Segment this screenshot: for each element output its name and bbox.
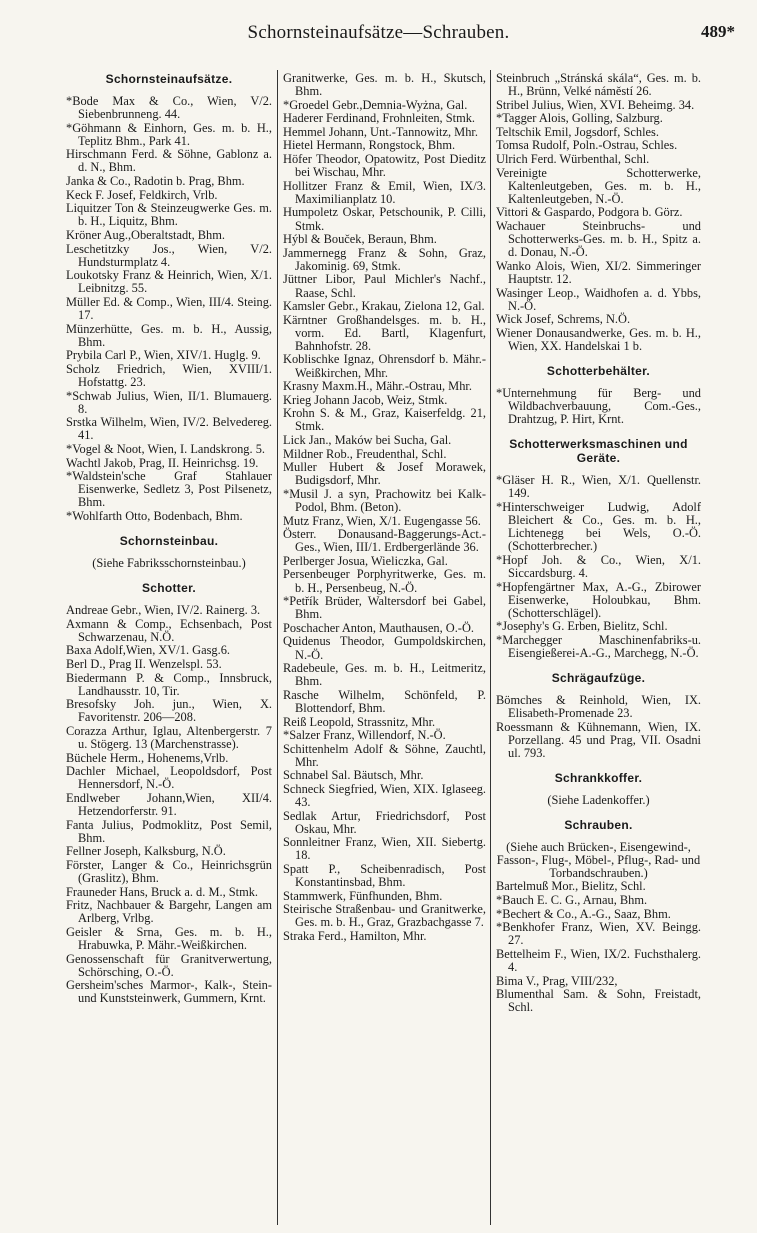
directory-entry: *Waldstein'sche Graf Stahlauer Eisenwerke, Sedletz 3, Post Pilsenetz, Bhm.	[66, 469, 272, 510]
directory-entry: Quidenus Theodor, Gumpoldskirchen, N.-Ö.	[283, 634, 486, 662]
directory-entry: Koblischke Ignaz, Ohrensdorf b. Mähr.-Weißkirchen, Mhr.	[283, 352, 486, 380]
cross-reference-note: (Siehe Fabriksschornsteinbau.)	[92, 556, 246, 570]
section-heading: Schotterbehälter.	[546, 363, 651, 378]
directory-entry: Blumenthal Sam. & Sohn, Freistadt, Schl.	[496, 987, 701, 1015]
directory-entry: Corazza Arthur, Iglau, Altenbergerstr. 7 u. Stögerg. 13 (Marchenstrasse).	[66, 723, 272, 752]
directory-entry: Wachtl Jakob, Prag, II. Heinrichsg. 19.	[66, 455, 259, 470]
directory-entry: Gersheim'sches Marmor-, Kalk-, Stein- und Kunststeinwerk, Gummern, Krnt.	[66, 978, 272, 1006]
directory-entry: *Bauch E. C. G., Arnau, Bhm.	[496, 893, 648, 907]
directory-entry: Genossenschaft für Granitverwertung, Schörsching, O.-Ö.	[66, 951, 272, 979]
directory-entry: *Vogel & Noot, Wien, I. Landskrong. 5.	[66, 441, 265, 456]
directory-entry: *Groedel Gebr.,Demnia-Wyżna, Gal.	[283, 97, 468, 112]
directory-entry: Loukotsky Franz & Heinrich, Wien, X/1. Leibnitzg. 55.	[66, 268, 272, 296]
directory-entry: Keck F. Josef, Feldkirch, Vrlb.	[66, 187, 218, 202]
directory-entry: Schneck Siegfried, Wien, XIX. Iglaseeg. 43.	[283, 781, 486, 810]
directory-entry: Radebeule, Ges. m. b. H., Leitmeritz, Bhm.	[283, 661, 486, 689]
directory-entry: Dachler Michael, Leopoldsdorf, Post Hennersdorf, N.-Ö.	[66, 764, 272, 792]
directory-entry: Leschetitzky Jos., Wien, V/2. Hundsturmplatz 4.	[66, 241, 272, 269]
directory-entry: Straka Ferd., Hamilton, Mhr.	[283, 929, 427, 943]
directory-entry: Krasny Maxm.H., Mähr.-Ostrau, Mhr.	[283, 379, 472, 394]
directory-entry: Biedermann P. & Comp., Innsbruck, Landhausstr. 10, Tir.	[66, 670, 272, 698]
page-number: 489*	[701, 22, 735, 41]
directory-entry: *Hopfengärtner Max, A.-G., Zbirower Eisenwerke, Holoubkau, Bhm. (Schotterschlägel).	[496, 579, 701, 620]
directory-entry: Münzerhütte, Ges. m. b. H., Aussig, Bhm.	[66, 321, 272, 349]
directory-entry: Hirschmann Ferd. & Söhne, Gablonz a. d. N., Bhm.	[66, 147, 272, 175]
directory-entry: Scholz Friedrich, Wien, XVIII/1. Hofstattg. 23.	[66, 361, 272, 389]
directory-entry: Rasche Wilhelm, Schönfeld, P. Blottendorf, Bhm.	[283, 687, 486, 715]
directory-entry: Humpoletz Oskar, Petschounik, P. Cilli, Stmk.	[283, 205, 486, 233]
directory-entry: Vittori & Gaspardo, Podgora b. Görz.	[496, 205, 683, 220]
directory-entry: Persenbeuger Porphyritwerke, Ges. m. b. H., Persenbeug, N.-Ö.	[283, 567, 486, 595]
directory-entry: *Marchegger Maschinenfabriks-u. Eisengießerei-A.-G., Marchegg, N.-Ö.	[496, 632, 701, 660]
running-title: Schornsteinaufsätze—Schrauben.	[247, 22, 510, 43]
directory-entry: *Gläser H. R., Wien, X/1. Quellenstr. 149.	[496, 473, 701, 501]
directory-entry: *Wohlfarth Otto, Bodenbach, Bhm.	[66, 508, 243, 523]
directory-entry: Bettelheim F., Wien, IX/2. Fuchsthalerg. 4.	[496, 946, 701, 974]
directory-entry: *Unternehmung für Berg- und Wildbachverbauung, Com.-Ges., Drahtzug, P. Hirt, Krnt.	[496, 385, 701, 427]
directory-entry: Stammwerk, Fünfhunden, Bhm.	[283, 888, 443, 903]
directory-entry: Steirische Straßenbau- und Granitwerke, Ges. m. b. H., Graz, Grazbachgasse 7.	[283, 902, 486, 930]
directory-entry: Lick Jan., Maków bei Sucha, Gal.	[283, 433, 452, 448]
directory-entry: *Benkhofer Franz, Wien, XV. Beingg. 27.	[496, 920, 701, 948]
section-heading: Schrankkoffer.	[554, 771, 643, 786]
directory-entry: Mildner Rob., Freudenthal, Schl.	[283, 446, 447, 461]
directory-entry: Haderer Ferdinand, Frohnleiten, Stmk.	[283, 111, 476, 126]
directory-entry: Hietel Hermann, Rongstock, Bhm.	[283, 138, 456, 153]
directory-entry: Förster, Langer & Co., Heinrichsgrün (Graslitz), Bhm.	[66, 857, 272, 885]
directory-entry: Ulrich Ferd. Würbenthal, Schl.	[496, 152, 650, 167]
directory-entry: Jammernegg Franz & Sohn, Graz, Jakominig. 69, Stmk.	[283, 245, 486, 273]
column-3	[496, 72, 701, 1222]
page-header	[0, 22, 757, 52]
section-heading: Schrägaufzüge.	[551, 671, 646, 686]
directory-entry: *Hinterschweiger Ludwig, Adolf Bleichert & Co., Ges. m. b. H., Lichtenegg bei Wels, O.-Ö. (Schotterbrecher.)	[496, 499, 701, 554]
directory-entry: *Musil J. a syn, Prachowitz bei Kalk-Podol, Bhm. (Beton).	[283, 486, 486, 514]
directory-entry: Büchele Herm., Hohenems,Vrlb.	[66, 750, 229, 765]
section-heading: Schotter.	[141, 581, 197, 596]
directory-entry: Kamsler Gebr., Krakau, Zielona 12, Gal.	[283, 299, 485, 314]
directory-entry: *Hopf Joh. & Co., Wien, X/1. Siccardsburg. 4.	[496, 552, 701, 580]
directory-entry: *Tagger Alois, Golling, Salzburg.	[496, 111, 663, 126]
directory-entry: Muller Hubert & Josef Morawek, Budigsdorf, Mhr.	[283, 460, 486, 488]
column-1	[66, 72, 272, 1222]
directory-entry: Fanta Julius, Podmoklitz, Post Semil, Bhm.	[66, 817, 272, 845]
directory-entry: Hýbl & Bouček, Beraun, Bhm.	[283, 232, 437, 247]
section-heading: Schornsteinaufsätze.	[105, 72, 233, 86]
directory-entry: Bartelmuß Mor., Bielitz, Schl.	[496, 879, 646, 894]
directory-entry: Baxa Adolf,Wien, XV/1. Gasg.6.	[66, 643, 230, 658]
directory-entry: Berl D., Prag II. Wenzelspl. 53.	[66, 656, 222, 671]
directory-entry: Geisler & Srna, Ges. m. b. H., Hrabuwka, P. Mähr.-Weißkirchen.	[66, 924, 272, 952]
directory-entry: Wachauer Steinbruchs- und Schotterwerks-Ges. m. b. H., Spitz a. d. Donau, N.-Ö.	[496, 219, 701, 260]
directory-entry: Wiener Donausandwerke, Ges. m. b. H., Wien, XX. Handelskai 1 b.	[496, 325, 701, 353]
directory-entry: Perlberger Josua, Wieliczka, Gal.	[283, 553, 448, 568]
directory-entry: Bima V., Prag, VIII/232,	[496, 973, 618, 988]
directory-entry: Sedlak Artur, Friedrichsdorf, Post Oskau, Mhr.	[283, 808, 486, 836]
directory-entry: Wasinger Leop., Waidhofen a. d. Ybbs, N.-Ö.	[496, 285, 701, 313]
section-heading: Schotterwerksmaschinen und Geräte.	[509, 437, 688, 466]
directory-entry: Schittenhelm Adolf & Söhne, Zauchtl, Mhr.	[283, 741, 486, 769]
directory-entry: Srstka Wilhelm, Wien, IV/2. Belvedereg. 41.	[66, 415, 272, 443]
directory-entry: Prybila Carl P., Wien, XIV/1. Huglg. 9.	[66, 348, 261, 363]
directory-entry: Krieg Johann Jacob, Weiz, Stmk.	[283, 392, 448, 407]
directory-entry: Kärntner Großhandelsges. m. b. H., vorm. Ed. Bartl, Klagenfurt, Bahnhofstr. 28.	[283, 312, 486, 353]
directory-entry: Hollitzer Franz & Emil, Wien, IX/3. Maximilianplatz 10.	[283, 178, 486, 206]
directory-entry: Steinbruch „Stránská skála“, Ges. m. b. H., Brünn, Velké náměstí 26.	[496, 72, 701, 99]
directory-entry: Reiß Leopold, Strassnitz, Mhr.	[283, 714, 436, 729]
directory-entry: Jüttner Libor, Paul Michler's Nachf., Raase, Schl.	[283, 272, 486, 300]
section-heading: Schrauben.	[564, 818, 633, 833]
directory-entry: Axmann & Comp., Echsenbach, Post Schwarzenau, N.Ö.	[66, 616, 272, 644]
directory-entry: Krohn S. & M., Graz, Kaiserfeldg. 21, Stmk.	[283, 406, 486, 434]
directory-entry: Wanko Alois, Wien, XI/2. Simmeringer Hauptstr. 12.	[496, 258, 701, 286]
directory-entry: Fellner Joseph, Kalksburg, N.Ö.	[66, 844, 226, 859]
directory-entry: Roessmann & Kühnemann, Wien, IX. Porzellang. 45 und Prag, VII. Osadni ul. 793.	[496, 719, 701, 760]
directory-entry: Schnabel Sal. Bäutsch, Mhr.	[283, 768, 424, 783]
directory-entry: *Bechert & Co., A.-G., Saaz, Bhm.	[496, 906, 671, 921]
directory-entry: Müller Ed. & Comp., Wien, III/4. Steing. 17.	[66, 294, 272, 322]
directory-entry: Granitwerke, Ges. m. b. H., Skutsch, Bhm.	[283, 72, 486, 99]
directory-entry: Bömches & Reinhold, Wien, IX. Elisabeth-Promenade 23.	[496, 693, 701, 721]
directory-entry: Teltschik Emil, Jogsdorf, Schles.	[496, 124, 659, 139]
directory-entry: Kröner Aug.,Oberaltstadt, Bhm.	[66, 227, 225, 242]
directory-entry: Österr. Donausand-Baggerungs-Act.-Ges., Wien, III/1. Erdbergerlände 36.	[283, 527, 486, 555]
directory-entry: Frauneder Hans, Bruck a. d. M., Stmk.	[66, 884, 259, 899]
directory-entry: Sonnleitner Franz, Wien, XII. Siebertg. 18.	[283, 835, 486, 863]
directory-entry: Wick Josef, Schrems, N.Ö.	[496, 312, 631, 327]
directory-entry: Mutz Franz, Wien, X/1. Eugengasse 56.	[283, 513, 481, 528]
directory-entry: *Schwab Julius, Wien, II/1. Blumauerg. 8.	[66, 388, 272, 416]
directory-entry: Spatt P., Scheibenradisch, Post Konstantinsbad, Bhm.	[283, 862, 486, 890]
directory-entry: *Petřík Brüder, Waltersdorf bei Gabel, Bhm.	[283, 594, 486, 622]
section-heading: Schornsteinbau.	[119, 534, 219, 548]
cross-reference-note: (Siehe Ladenkoffer.)	[547, 793, 650, 808]
directory-entry: Tomsa Rudolf, Poln.-Ostrau, Schles.	[496, 138, 678, 153]
directory-entry: Andreae Gebr., Wien, IV/2. Rainerg. 3.	[66, 603, 261, 618]
directory-entry: Liquitzer Ton & Steinzeugwerke Ges. m. b. H., Liquitz, Bhm.	[66, 201, 272, 229]
directory-entry: Endlweber Johann,Wien, XII/4. Hetzendorferstr. 91.	[66, 790, 272, 818]
directory-entry: *Salzer Franz, Willendorf, N.-Ö.	[283, 728, 446, 743]
directory-entry: Bresofsky Joh. jun., Wien, X. Favoritenstr. 206—208.	[66, 697, 272, 725]
cross-reference-note: (Siehe auch Brücken-, Eisengewind-, Fasson-, Flug-, Möbel-, Pflug-, Rad- und Torbandschrauben.)	[496, 840, 701, 881]
directory-entry: Höfer Theodor, Opatowitz, Post Dieditz bei Wischau, Mhr.	[283, 152, 486, 180]
directory-entry: Poschacher Anton, Mauthausen, O.-Ö.	[283, 620, 474, 635]
directory-entry: *Josephy's G. Erben, Bielitz, Schl.	[496, 619, 668, 634]
column-rule	[277, 70, 278, 1225]
directory-entry: Hemmel Johann, Unt.-Tannowitz, Mhr.	[283, 124, 478, 139]
directory-entry: Janka & Co., Radotin b. Prag, Bhm.	[66, 174, 245, 189]
directory-entry: *Bode Max & Co., Wien, V/2. Siebenbrunneng. 44.	[66, 94, 272, 122]
directory-entry: Stribel Julius, Wien, XVI. Beheimg. 34.	[496, 97, 695, 112]
column-2	[283, 72, 486, 1222]
directory-entry: *Göhmann & Einhorn, Ges. m. b. H., Teplitz Bhm., Park 41.	[66, 120, 272, 148]
column-rule	[490, 70, 491, 1225]
directory-entry: Fritz, Nachbauer & Bargehr, Langen am Arlberg, Vrlbg.	[66, 898, 272, 926]
directory-entry: Vereinigte Schotterwerke, Kaltenleutgeben, Ges. m. b. H., Kaltenleutgeben, N.-Ö.	[496, 165, 701, 206]
